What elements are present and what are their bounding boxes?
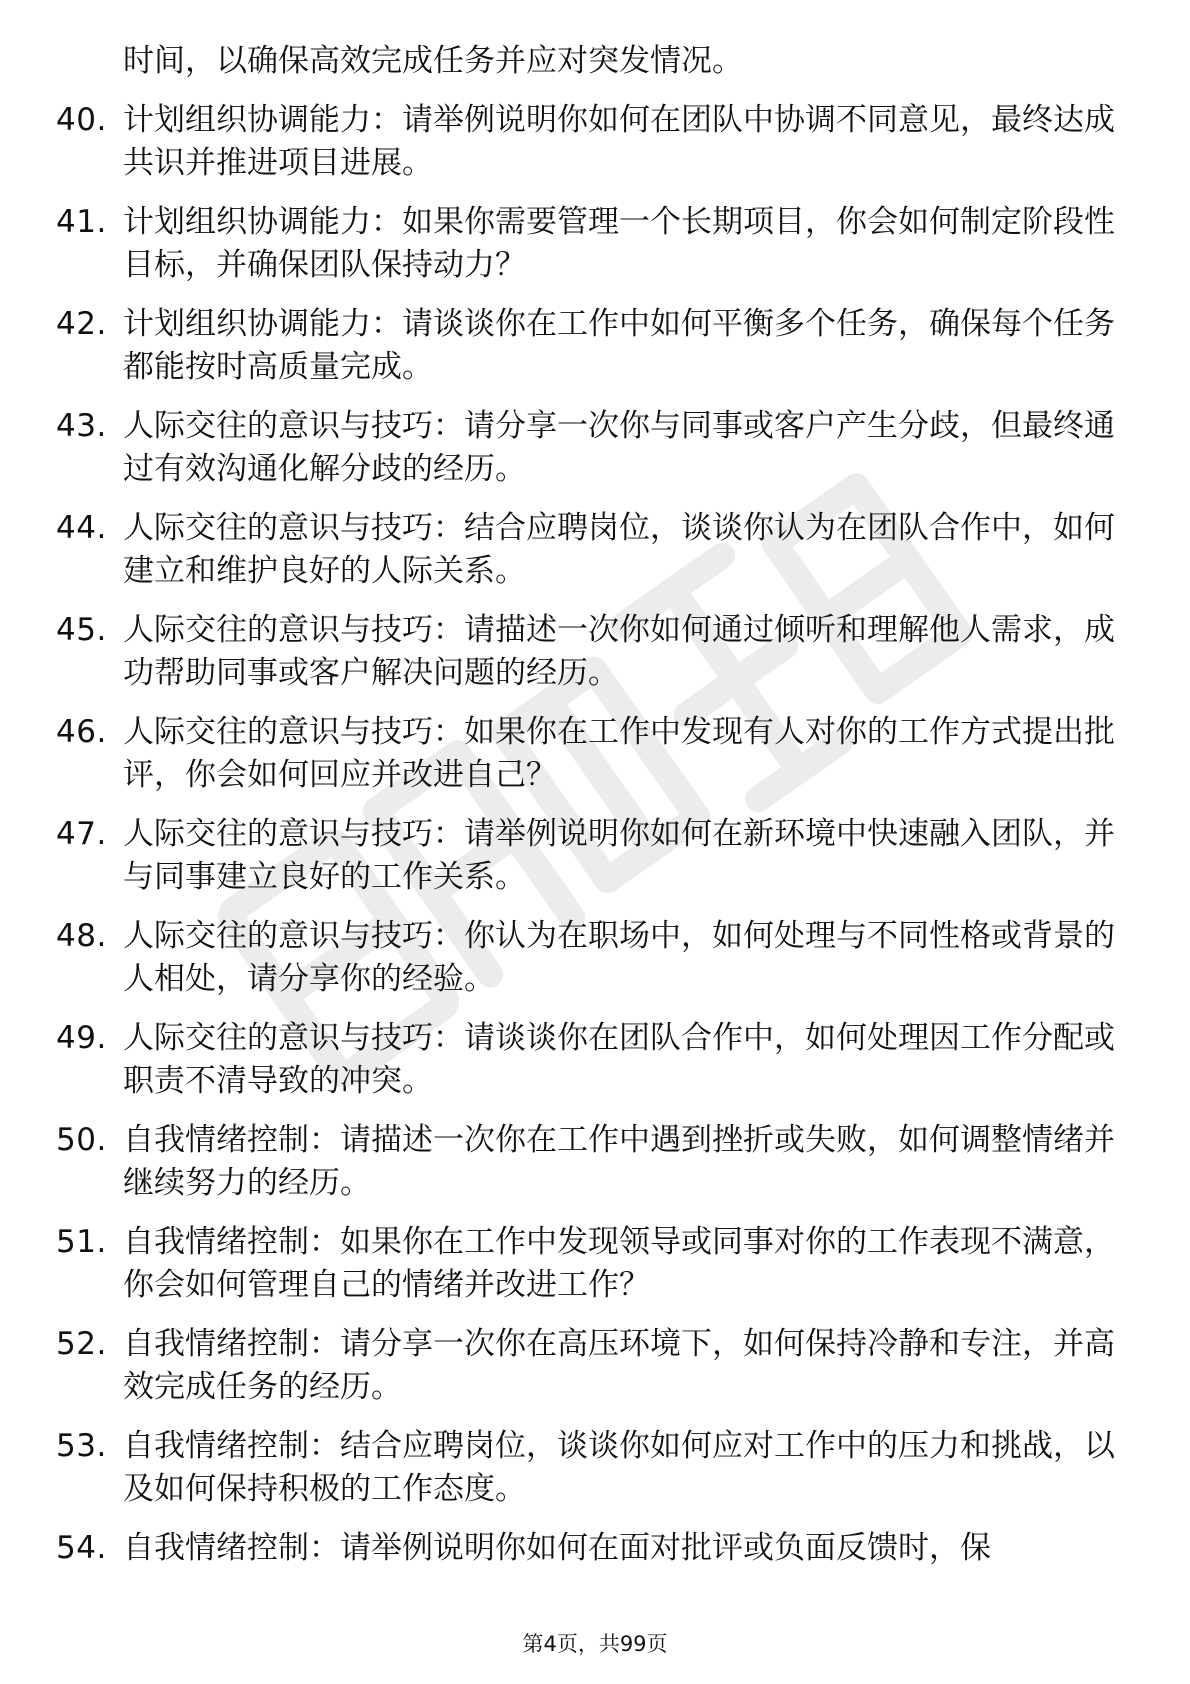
list-item: [56, 1017, 1126, 1103]
item-number: 46.: [56, 714, 107, 750]
item-number: 52.: [56, 1326, 107, 1362]
item-number: 53.: [56, 1428, 107, 1464]
list-item: [56, 1323, 1126, 1409]
item-number: 43.: [56, 408, 107, 444]
item-number: 48.: [56, 918, 107, 954]
item-text: 自我情绪控制：请举例说明你如何在面对批评或负面反馈时，保: [123, 1530, 991, 1566]
list-item: [56, 303, 1126, 389]
item-number: 50.: [56, 1122, 107, 1158]
item-text: 人际交往的意识与技巧：请分享一次你与同事或客户产生分歧，但最终通过有效沟通化解分歧的经历。: [123, 408, 1115, 487]
item-number: 44.: [56, 510, 107, 546]
list-item: [56, 1527, 1126, 1570]
item-number: 49.: [56, 1020, 107, 1056]
list-item: [56, 201, 1126, 287]
item-number: 45.: [56, 612, 107, 648]
item-text: 计划组织协调能力：请举例说明你如何在团队中协调不同意见，最终达成共识并推进项目进展。: [123, 102, 1115, 181]
list-item: [56, 507, 1126, 593]
item-text: 人际交往的意识与技巧：请举例说明你如何在新环境中快速融入团队，并与同事建立良好的工作关系。: [123, 816, 1115, 895]
item-text: 人际交往的意识与技巧：请描述一次你如何通过倾听和理解他人需求，成功帮助同事或客户解决问题的经历。: [123, 612, 1115, 691]
list-item: [56, 609, 1126, 695]
item-text: 自我情绪控制：结合应聘岗位，谈谈你如何应对工作中的压力和挑战，以及如何保持积极的工作态度。: [123, 1428, 1115, 1507]
item-text: 自我情绪控制：请描述一次你在工作中遇到挫折或失败，如何调整情绪并继续努力的经历。: [123, 1122, 1115, 1201]
item-text: 人际交往的意识与技巧：如果你在工作中发现有人对你的工作方式提出批评，你会如何回应并改进自己？: [123, 714, 1115, 793]
list-item: [56, 1119, 1126, 1205]
list-item: [56, 99, 1126, 185]
item-text: 人际交往的意识与技巧：你认为在职场中，如何处理与不同性格或背景的人相处，请分享你的经验。: [123, 918, 1115, 997]
list-item: [56, 915, 1126, 1001]
item-number: 42.: [56, 306, 107, 342]
list-item: [56, 1425, 1126, 1511]
item-number: 40.: [56, 102, 107, 138]
item-number: 51.: [56, 1224, 107, 1260]
item-text: 自我情绪控制：如果你在工作中发现领导或同事对你的工作表现不满意，你会如何管理自己的情绪并改进工作？: [123, 1224, 1115, 1303]
list-item: [56, 405, 1126, 491]
item-number: 41.: [56, 204, 107, 240]
item-text: 计划组织协调能力：请谈谈你在工作中如何平衡多个任务，确保每个任务都能按时高质量完成。: [123, 306, 1115, 385]
list-item: [56, 813, 1126, 899]
question-list: [56, 40, 1126, 1586]
item-text: 人际交往的意识与技巧：请谈谈你在团队合作中，如何处理因工作分配或职责不清导致的冲突。: [123, 1020, 1115, 1099]
item-number: 54.: [56, 1530, 107, 1566]
list-item: [56, 711, 1126, 797]
item-text: 人际交往的意识与技巧：结合应聘岗位，谈谈你认为在团队合作中，如何建立和维护良好的人际关系。: [123, 510, 1115, 589]
continuation-text: 时间，以确保高效完成任务并应对突发情况。: [123, 43, 743, 79]
page-footer: 第4页，共99页: [522, 1632, 668, 1656]
item-text: 自我情绪控制：请分享一次你在高压环境下，如何保持冷静和专注，并高效完成任务的经历。: [123, 1326, 1115, 1405]
item-number: 47.: [56, 816, 107, 852]
list-item: [56, 1221, 1126, 1307]
item-text: 计划组织协调能力：如果你需要管理一个长期项目，你会如何制定阶段性目标，并确保团队保持动力？: [123, 204, 1115, 283]
